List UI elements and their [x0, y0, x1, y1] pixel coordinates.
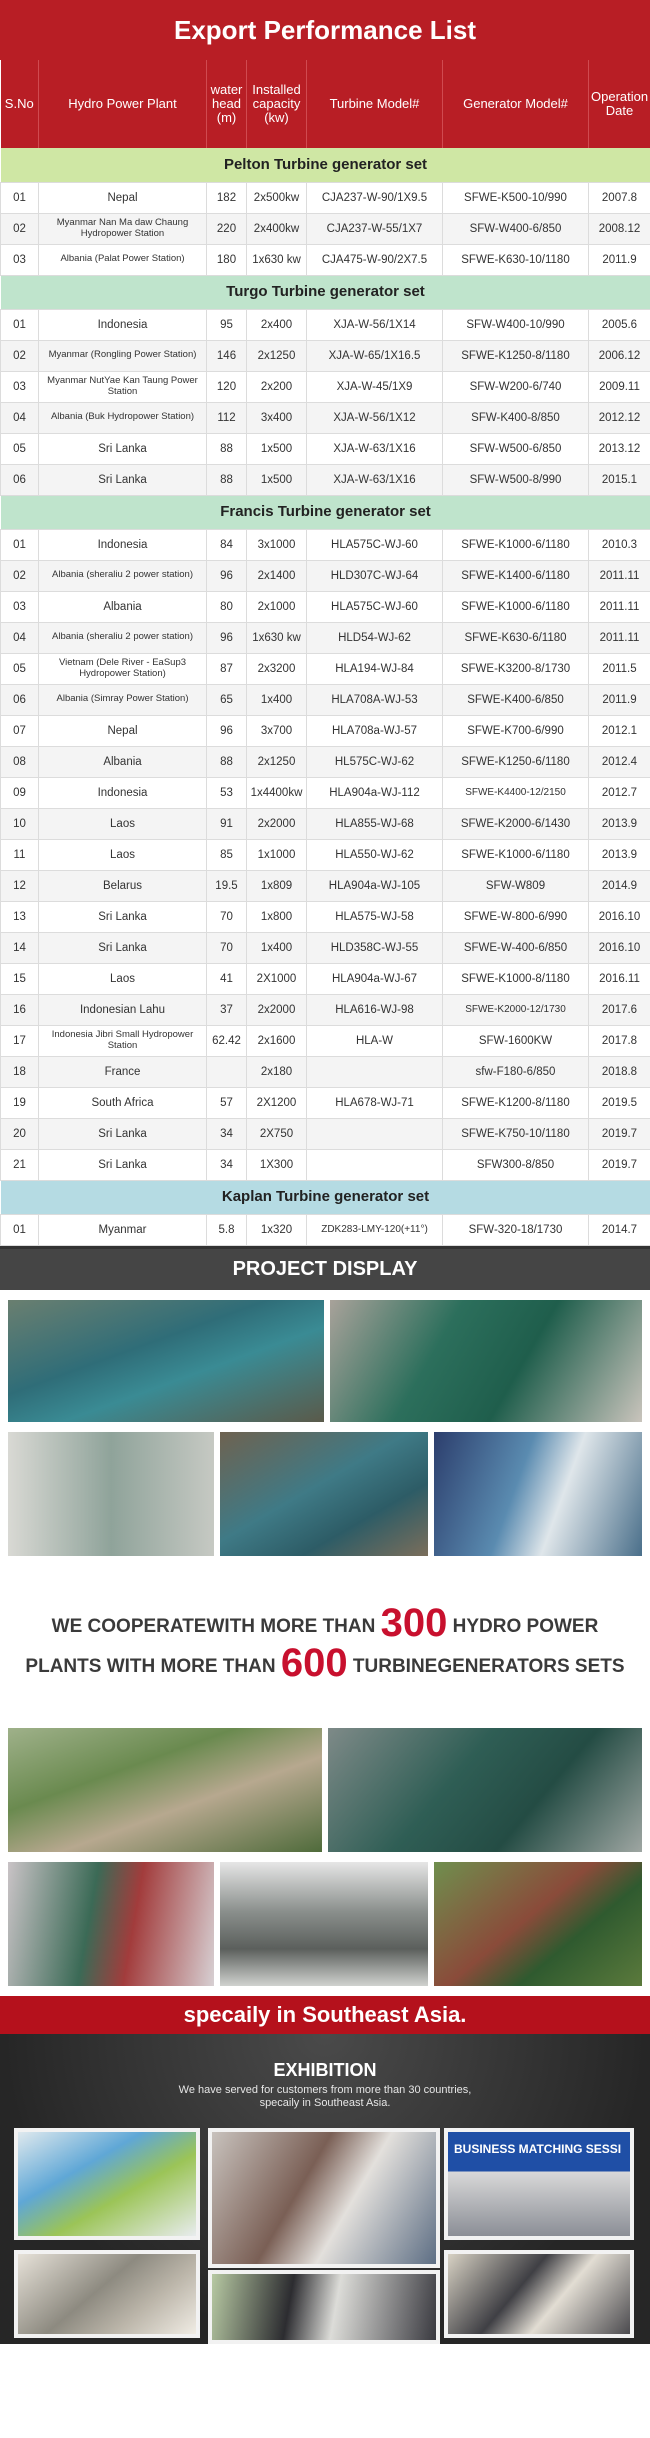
col-header-turbine: Turbine Model# [307, 60, 443, 148]
cell-plant: Albania (sheraliu 2 power station) [39, 560, 207, 591]
section-header [1, 275, 650, 309]
cell-sno: 03 [1, 371, 39, 402]
exhibition-description [0, 2084, 650, 2110]
cell-water-head: 70 [207, 932, 247, 963]
cell-plant: Indonesia Jibri Small Hydropower Station [39, 1025, 207, 1056]
cell-date: 2014.7 [589, 1214, 650, 1245]
cell-sno: 01 [1, 182, 39, 213]
cell-water-head: 112 [207, 402, 247, 433]
slogan-text: WE COOPERATEWITH MORE THAN [51, 1615, 376, 1637]
cell-plant: Belarus [39, 870, 207, 901]
photo-power-station-aerial [6, 1726, 324, 1854]
cell-turbine: XJA-W-63/1X16 [307, 464, 443, 495]
cell-date: 2011.11 [589, 591, 650, 622]
cell-plant: Myanmar [39, 1214, 207, 1245]
cell-capacity: 2X750 [247, 1118, 307, 1149]
cell-sno: 05 [1, 433, 39, 464]
slogan-text: PLANTS WITH MORE THAN [25, 1655, 276, 1677]
cell-date: 2007.8 [589, 182, 650, 213]
table-row [1, 560, 650, 591]
cell-date: 2006.12 [589, 340, 650, 371]
cell-plant: Albania (Palat Power Station) [39, 244, 207, 275]
photo-turbine-hall-2 [328, 1298, 644, 1424]
cell-capacity: 2x1250 [247, 340, 307, 371]
photo-expo-handshake [208, 2128, 440, 2268]
slogan-number-300: 300 [380, 1600, 448, 1645]
col-header-water-head: water head (m) [207, 60, 247, 148]
cell-plant: Vietnam (Dele River - EaSup3 Hydropower Station) [39, 653, 207, 684]
cell-plant: Albania [39, 591, 207, 622]
cell-capacity: 2x200 [247, 371, 307, 402]
cell-water-head: 19.5 [207, 870, 247, 901]
cell-sno: 01 [1, 529, 39, 560]
cell-capacity: 2x1000 [247, 591, 307, 622]
cell-sno: 13 [1, 901, 39, 932]
table-row [1, 1087, 650, 1118]
southeast-asia-banner: specaily in Southeast Asia. [0, 1996, 650, 2034]
cell-sno: 10 [1, 808, 39, 839]
cell-plant: Albania (Simray Power Station) [39, 684, 207, 715]
cell-water-head: 91 [207, 808, 247, 839]
cell-generator: SFWE-K1000-6/1180 [443, 591, 589, 622]
cell-sno: 01 [1, 1214, 39, 1245]
photo-control-panels [6, 1430, 216, 1558]
cell-plant: Indonesia [39, 529, 207, 560]
cell-sno: 04 [1, 622, 39, 653]
cell-plant: Laos [39, 963, 207, 994]
page-title: Export Performance List [0, 0, 650, 60]
cell-water-head: 96 [207, 715, 247, 746]
cell-capacity: 2x1250 [247, 746, 307, 777]
cell-plant: Sri Lanka [39, 433, 207, 464]
cell-date: 2008.12 [589, 213, 650, 244]
cell-generator: SFW-K400-8/850 [443, 402, 589, 433]
table-row [1, 1025, 650, 1056]
cell-sno: 17 [1, 1025, 39, 1056]
cell-date: 2013.9 [589, 839, 650, 870]
cell-date: 2011.11 [589, 560, 650, 591]
cell-capacity: 3x1000 [247, 529, 307, 560]
cell-generator: SFWE-K400-6/850 [443, 684, 589, 715]
cell-turbine: XJA-W-56/1X14 [307, 309, 443, 340]
cell-water-head: 53 [207, 777, 247, 808]
table-row [1, 340, 650, 371]
cell-turbine: HLA194-WJ-84 [307, 653, 443, 684]
cell-turbine: HLA855-WJ-68 [307, 808, 443, 839]
photo-generators-factory [6, 1860, 216, 1988]
cell-plant: Laos [39, 839, 207, 870]
cell-water-head: 70 [207, 901, 247, 932]
cell-turbine: HLA575C-WJ-60 [307, 529, 443, 560]
cell-capacity: 2x1400 [247, 560, 307, 591]
cell-turbine: CJA237-W-90/1X9.5 [307, 182, 443, 213]
cell-water-head: 220 [207, 213, 247, 244]
cell-capacity: 2x500kw [247, 182, 307, 213]
cell-water-head: 65 [207, 684, 247, 715]
cell-plant: Nepal [39, 715, 207, 746]
table-row [1, 870, 650, 901]
cell-date: 2010.3 [589, 529, 650, 560]
cell-capacity: 1x400 [247, 684, 307, 715]
cell-date: 2019.5 [589, 1087, 650, 1118]
cell-capacity: 2x400kw [247, 213, 307, 244]
photo-expo-booth-1 [14, 2128, 200, 2240]
cell-generator: SFWE-K2000-6/1430 [443, 808, 589, 839]
cell-water-head: 96 [207, 622, 247, 653]
cell-generator: SFWE-K4400-12/2150 [443, 777, 589, 808]
cell-capacity: 1x630 kw [247, 622, 307, 653]
cell-turbine: HLD358C-WJ-55 [307, 932, 443, 963]
cell-sno: 16 [1, 994, 39, 1025]
cell-water-head: 120 [207, 371, 247, 402]
cell-sno: 06 [1, 464, 39, 495]
cell-capacity: 1x400 [247, 932, 307, 963]
cell-date: 2015.1 [589, 464, 650, 495]
table-row [1, 777, 650, 808]
cell-generator: SFWE-K1250-8/1180 [443, 340, 589, 371]
table-row [1, 402, 650, 433]
table-row [1, 715, 650, 746]
photo-turbine-hall-1 [6, 1298, 326, 1424]
slogan-number-600: 600 [280, 1640, 348, 1685]
cell-generator: SFWE-K500-10/990 [443, 182, 589, 213]
cell-generator: SFWE-K1000-6/1180 [443, 839, 589, 870]
cell-generator: SFWE-K3200-8/1730 [443, 653, 589, 684]
cell-date: 2013.9 [589, 808, 650, 839]
cell-date: 2005.6 [589, 309, 650, 340]
photo-expo-visitors [14, 2250, 200, 2338]
exhibition-line-1: We have served for customers from more than 30 countries, [178, 2083, 472, 2096]
cell-water-head: 95 [207, 309, 247, 340]
cell-plant: Sri Lanka [39, 1149, 207, 1180]
cell-capacity: 2x400 [247, 309, 307, 340]
cell-turbine: HLA550-WJ-62 [307, 839, 443, 870]
cell-turbine: HLA904a-WJ-105 [307, 870, 443, 901]
cell-turbine: CJA237-W-55/1X7 [307, 213, 443, 244]
cell-capacity: 1x500 [247, 433, 307, 464]
cell-date: 2017.8 [589, 1025, 650, 1056]
cell-generator: SFWE-K630-10/1180 [443, 244, 589, 275]
cell-capacity: 1x320 [247, 1214, 307, 1245]
cell-generator: SFWE-K1000-8/1180 [443, 963, 589, 994]
cell-date: 2013.12 [589, 433, 650, 464]
cell-sno: 19 [1, 1087, 39, 1118]
cell-generator: SFW-W500-8/990 [443, 464, 589, 495]
cell-date: 2014.9 [589, 870, 650, 901]
cell-date: 2011.9 [589, 244, 650, 275]
cell-turbine [307, 1149, 443, 1180]
col-header-plant: Hydro Power Plant [39, 60, 207, 148]
cell-plant: Sri Lanka [39, 1118, 207, 1149]
exhibition-section [0, 2034, 650, 2344]
cell-generator: SFWE-K750-10/1180 [443, 1118, 589, 1149]
table-row [1, 1118, 650, 1149]
project-display-heading: PROJECT DISPLAY [0, 1246, 650, 1290]
cell-turbine [307, 1118, 443, 1149]
cell-water-head: 5.8 [207, 1214, 247, 1245]
cell-sno: 05 [1, 653, 39, 684]
cell-water-head [207, 1056, 247, 1087]
cell-sno: 02 [1, 560, 39, 591]
cell-water-head: 180 [207, 244, 247, 275]
photo-gallery [0, 1290, 650, 2344]
cell-generator: SFW-W200-6/740 [443, 371, 589, 402]
cell-plant: Sri Lanka [39, 901, 207, 932]
cell-plant: Indonesia [39, 309, 207, 340]
cell-generator: SFWE-K1250-6/1180 [443, 746, 589, 777]
cell-water-head: 96 [207, 560, 247, 591]
cell-plant: Albania (sheraliu 2 power station) [39, 622, 207, 653]
slogan-text: HYDRO POWER [452, 1615, 599, 1637]
cell-plant: Laos [39, 808, 207, 839]
table-row [1, 994, 650, 1025]
cell-capacity: 2x2000 [247, 994, 307, 1025]
cell-turbine: HLD54-WJ-62 [307, 622, 443, 653]
table-row [1, 591, 650, 622]
business-matching-banner: BUSINESS MATCHING SESSI [454, 2141, 622, 2156]
table-row [1, 932, 650, 963]
cell-generator: SFW-W809 [443, 870, 589, 901]
cell-plant: Indonesian Lahu [39, 994, 207, 1025]
cell-date: 2012.4 [589, 746, 650, 777]
cell-date: 2017.6 [589, 994, 650, 1025]
cell-capacity: 2x2000 [247, 808, 307, 839]
cell-water-head: 34 [207, 1118, 247, 1149]
cell-generator: SFW-320-18/1730 [443, 1214, 589, 1245]
cell-capacity: 1x809 [247, 870, 307, 901]
col-header-capacity: Installed capacity (kw) [247, 60, 307, 148]
cell-capacity: 1x4400kw [247, 777, 307, 808]
cell-turbine: HLA616-WJ-98 [307, 994, 443, 1025]
cell-capacity: 1x1000 [247, 839, 307, 870]
cell-water-head: 85 [207, 839, 247, 870]
cell-sno: 07 [1, 715, 39, 746]
col-header-sno: S.No [1, 60, 39, 148]
cell-water-head: 88 [207, 464, 247, 495]
cell-turbine: XJA-W-63/1X16 [307, 433, 443, 464]
cell-sno: 12 [1, 870, 39, 901]
cell-turbine: HLD307C-WJ-64 [307, 560, 443, 591]
cell-turbine: CJA475-W-90/2X7.5 [307, 244, 443, 275]
cell-water-head: 88 [207, 746, 247, 777]
cell-water-head: 62.42 [207, 1025, 247, 1056]
cell-capacity: 2x3200 [247, 653, 307, 684]
cell-generator: SFW-W400-6/850 [443, 213, 589, 244]
cell-date: 2012.7 [589, 777, 650, 808]
table-row [1, 244, 650, 275]
cell-plant: Albania (Buk Hydropower Station) [39, 402, 207, 433]
cell-generator: SFWE-K700-6/990 [443, 715, 589, 746]
cell-generator: SFW-W400-10/990 [443, 309, 589, 340]
section-header [1, 1180, 650, 1214]
cell-capacity: 2x1600 [247, 1025, 307, 1056]
cell-turbine: HLA904a-WJ-112 [307, 777, 443, 808]
cell-turbine: XJA-W-56/1X12 [307, 402, 443, 433]
cell-water-head: 88 [207, 433, 247, 464]
exhibition-title: EXHIBITION [273, 2059, 377, 2080]
cell-capacity: 2X1200 [247, 1087, 307, 1118]
cell-date: 2018.8 [589, 1056, 650, 1087]
cell-sno: 15 [1, 963, 39, 994]
cell-water-head: 80 [207, 591, 247, 622]
cell-generator: SFWE-K630-6/1180 [443, 622, 589, 653]
cell-turbine: HL575C-WJ-62 [307, 746, 443, 777]
table-row [1, 684, 650, 715]
slogan-text: TURBINEGENERATORS SETS [352, 1655, 625, 1677]
cell-generator: SFWE-K2000-12/1730 [443, 994, 589, 1025]
cell-generator: SFWE-K1000-6/1180 [443, 529, 589, 560]
section-title: Pelton Turbine generator set [1, 148, 650, 182]
cell-turbine: HLA708a-WJ-57 [307, 715, 443, 746]
cell-sno: 20 [1, 1118, 39, 1149]
table-row [1, 433, 650, 464]
cell-turbine: XJA-W-65/1X16.5 [307, 340, 443, 371]
cell-turbine [307, 1056, 443, 1087]
cell-plant: Myanmar NutYae Kan Taung Power Station [39, 371, 207, 402]
cell-date: 2016.11 [589, 963, 650, 994]
table-row [1, 182, 650, 213]
cell-water-head: 84 [207, 529, 247, 560]
cell-plant: Myanmar (Rongling Power Station) [39, 340, 207, 371]
table-row [1, 839, 650, 870]
cell-water-head: 57 [207, 1087, 247, 1118]
cell-date: 2009.11 [589, 371, 650, 402]
cell-capacity: 1X300 [247, 1149, 307, 1180]
cell-sno: 04 [1, 402, 39, 433]
slogan-line-2 [0, 1642, 650, 1688]
cell-sno: 01 [1, 309, 39, 340]
exhibition-line-2: specaily in Southeast Asia. [259, 2096, 391, 2109]
cell-capacity: 2X1000 [247, 963, 307, 994]
table-row [1, 746, 650, 777]
cell-generator: sfw-F180-6/850 [443, 1056, 589, 1087]
cell-water-head: 146 [207, 340, 247, 371]
cell-plant: Indonesia [39, 777, 207, 808]
cell-water-head: 37 [207, 994, 247, 1025]
cell-water-head: 182 [207, 182, 247, 213]
cell-capacity: 3x400 [247, 402, 307, 433]
cell-sno: 18 [1, 1056, 39, 1087]
photo-business-matching [444, 2128, 634, 2240]
photo-generator-units [218, 1430, 430, 1558]
table-row [1, 963, 650, 994]
cell-plant: Sri Lanka [39, 932, 207, 963]
col-header-generator: Generator Model# [443, 60, 589, 148]
cell-date: 2011.11 [589, 622, 650, 653]
cell-turbine: HLA708A-WJ-53 [307, 684, 443, 715]
cell-turbine: HLA575-WJ-58 [307, 901, 443, 932]
table-row [1, 464, 650, 495]
table-row [1, 371, 650, 402]
cell-generator: SFWE-K1200-8/1180 [443, 1087, 589, 1118]
cell-generator: SFWE-W-400-6/850 [443, 932, 589, 963]
cell-sno: 02 [1, 340, 39, 371]
cell-capacity: 2x180 [247, 1056, 307, 1087]
cell-plant: Albania [39, 746, 207, 777]
cell-sno: 08 [1, 746, 39, 777]
cell-sno: 06 [1, 684, 39, 715]
photo-containerized-unit [432, 1860, 644, 1988]
cell-plant: Sri Lanka [39, 464, 207, 495]
cell-generator: SFWE-W-800-6/990 [443, 901, 589, 932]
cell-turbine: HLA-W [307, 1025, 443, 1056]
table-row [1, 653, 650, 684]
section-title: Turgo Turbine generator set [1, 275, 650, 309]
cell-turbine: HLA678-WJ-71 [307, 1087, 443, 1118]
cell-sno: 03 [1, 244, 39, 275]
table-header-row [1, 60, 650, 148]
cell-sno: 21 [1, 1149, 39, 1180]
cell-capacity: 1x500 [247, 464, 307, 495]
cell-date: 2016.10 [589, 932, 650, 963]
table-row [1, 808, 650, 839]
table-row [1, 1214, 650, 1245]
cell-date: 2016.10 [589, 901, 650, 932]
cell-sno: 14 [1, 932, 39, 963]
cell-date: 2012.1 [589, 715, 650, 746]
cell-sno: 09 [1, 777, 39, 808]
cell-turbine: HLA904a-WJ-67 [307, 963, 443, 994]
cell-date: 2019.7 [589, 1149, 650, 1180]
cell-generator: SFW300-8/850 [443, 1149, 589, 1180]
photo-turbine-installation [326, 1726, 644, 1854]
table-row [1, 309, 650, 340]
export-table [0, 60, 650, 1246]
table-row [1, 1149, 650, 1180]
table-row [1, 901, 650, 932]
cell-date: 2012.12 [589, 402, 650, 433]
cell-turbine: XJA-W-45/1X9 [307, 371, 443, 402]
cell-date: 2011.9 [589, 684, 650, 715]
cell-sno: 02 [1, 213, 39, 244]
section-title: Francis Turbine generator set [1, 495, 650, 529]
table-row [1, 622, 650, 653]
table-row [1, 529, 650, 560]
cell-water-head: 87 [207, 653, 247, 684]
cell-generator: SFW-1600KW [443, 1025, 589, 1056]
cell-plant: France [39, 1056, 207, 1087]
section-header [1, 148, 650, 182]
cell-generator: SFW-W500-6/850 [443, 433, 589, 464]
photo-technicians [432, 1430, 644, 1558]
cell-turbine: ZDK283-LMY-120(+11°) [307, 1214, 443, 1245]
cell-water-head: 41 [207, 963, 247, 994]
cell-date: 2019.7 [589, 1118, 650, 1149]
cell-sno: 03 [1, 591, 39, 622]
table-row [1, 1056, 650, 1087]
cell-plant: Nepal [39, 182, 207, 213]
cell-date: 2011.5 [589, 653, 650, 684]
section-header [1, 495, 650, 529]
cell-capacity: 1x630 kw [247, 244, 307, 275]
cell-capacity: 3x700 [247, 715, 307, 746]
photo-expo-team [208, 2270, 440, 2344]
photo-transformer [218, 1860, 430, 1988]
cell-sno: 11 [1, 839, 39, 870]
cell-water-head: 34 [207, 1149, 247, 1180]
cell-plant: Myanmar Nan Ma daw Chaung Hydropower Station [39, 213, 207, 244]
cell-plant: South Africa [39, 1087, 207, 1118]
col-header-date: Operation Date [589, 60, 650, 148]
cell-generator: SFWE-K1400-6/1180 [443, 560, 589, 591]
section-title: Kaplan Turbine generator set [1, 1180, 650, 1214]
cell-turbine: HLA575C-WJ-60 [307, 591, 443, 622]
cell-capacity: 1x800 [247, 901, 307, 932]
photo-expo-staff [444, 2250, 634, 2338]
table-row [1, 213, 650, 244]
